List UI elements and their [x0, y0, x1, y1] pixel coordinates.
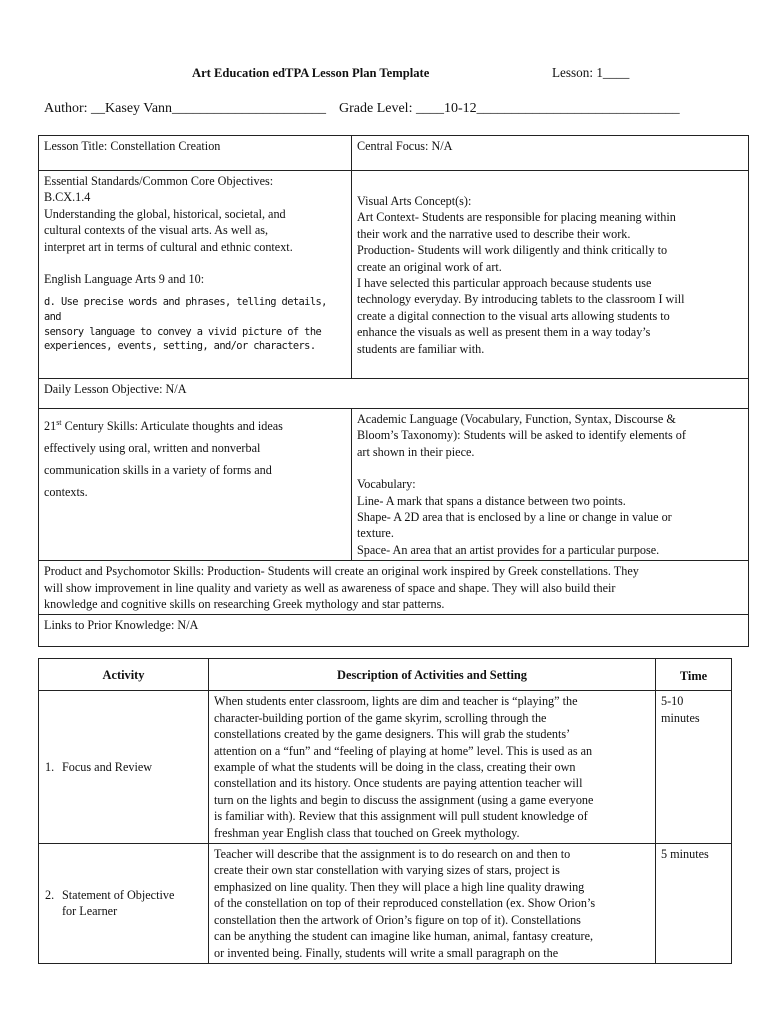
description-cell: [209, 691, 656, 844]
vocabulary-line: texture.: [357, 526, 394, 541]
daily-objective: Daily Lesson Objective: N/A: [44, 382, 187, 396]
visual-arts-heading: Visual Arts Concept(s):: [357, 194, 472, 208]
document-title: Art Education edTPA Lesson Plan Template: [192, 66, 430, 80]
lesson-number: Lesson: 1____: [552, 65, 630, 80]
century-skills-line: communication skills in a variety of forms and: [44, 463, 272, 477]
description-line: attention on a “fun” and “feeling of playing at home” level. This is used as an: [214, 743, 593, 758]
visual-arts-cell: [352, 171, 749, 379]
century-skills-line: effectively using oral, written and nonverbal: [44, 441, 261, 455]
prior-knowledge: Links to Prior Knowledge: N/A: [44, 618, 199, 633]
visual-arts-line: I have selected this particular approach because students use: [357, 276, 652, 291]
activity-number: 1.: [45, 760, 55, 775]
century-skills-cell: [39, 409, 352, 561]
visual-arts-line: Production- Students will work diligently and think critically to: [357, 243, 668, 258]
description-line: Teacher will describe that the assignment is to do research on and then to: [214, 847, 571, 862]
central-focus-cell: [352, 136, 749, 171]
activity-cell: [39, 844, 209, 964]
standards-line: Understanding the global, historical, societal, and: [44, 206, 286, 221]
activity-label: Focus and Review: [62, 760, 153, 775]
activity-cell: [39, 691, 209, 844]
standards-heading: Essential Standards/Common Core Objectives:: [44, 174, 274, 188]
description-line: of the constellation on top of their reproduced constellation (ex. Show Orion’s: [214, 896, 596, 911]
time-value: minutes: [661, 710, 700, 725]
century-skills-first: 21st Century Skills: Articulate thoughts and ideas: [44, 417, 283, 433]
time-header: Time: [656, 659, 732, 691]
time-cell: [656, 844, 732, 964]
description-line: constellation then the artwork of Orion’s figure on top of it). Constellations: [214, 912, 581, 927]
activity-header: Activity: [39, 659, 209, 691]
product-skills-line: knowledge and cognitive skills on researching Greek mythology and star patterns.: [44, 597, 445, 612]
visual-arts-line: students are familiar with.: [357, 341, 485, 356]
academic-language-line: art shown in their piece.: [357, 444, 475, 459]
vocabulary-line: Space- An area that an artist provides for a particular purpose.: [357, 542, 660, 557]
description-line: freshman year English class that touched on Greek mythology.: [214, 825, 520, 840]
visual-arts-line: enhance the visuals as well as present them in a way today’s: [357, 325, 651, 340]
visual-arts-line: technology everyday. By introducing tablets to the classroom I will: [357, 292, 685, 307]
description-line: can be anything the student can imagine like human, animal, fantasy creature,: [214, 929, 594, 944]
lesson-title: Lesson Title: Constellation Creation: [44, 139, 221, 153]
grade-level-field: Grade Level: ____10-12_____________________________: [339, 101, 680, 116]
central-focus: Central Focus: N/A: [357, 139, 453, 153]
standards-line: cultural contexts of the visual arts. As well as,: [44, 223, 269, 238]
description-line: When students enter classroom, lights are dim and teacher is “playing” the: [214, 694, 578, 709]
lesson-title-cell: [39, 136, 352, 171]
ela-line: experiences, events, setting, and/or characters.: [44, 340, 316, 353]
time-value: 5-10: [661, 694, 684, 709]
activities-table: [38, 658, 732, 964]
product-skills-line: will show improvement in line quality and variety as well as awareness of space and shape. They will also build their: [44, 580, 616, 595]
ela-heading: English Language Arts 9 and 10:: [44, 272, 205, 287]
lesson-plan-table: [38, 135, 749, 647]
description-line: create their own star constellation with varying sizes of stars, project is: [214, 863, 560, 878]
product-skills-line: Product and Psychomotor Skills: Production- Students will create an original work inspired by Greek constellations. They: [44, 564, 639, 579]
academic-language-cell: [352, 409, 749, 561]
vocabulary-line: Shape- A 2D area that is enclosed by a line or change in value or: [357, 510, 672, 525]
description-line: or invented being. Finally, students will write a small paragraph on the: [214, 945, 559, 960]
product-skills-cell: [39, 561, 749, 615]
activity-label: Statement of Objective: [62, 888, 175, 903]
visual-arts-line: their work and the narrative used to describe their work.: [357, 226, 631, 241]
description-line: constellation and its history. Once students are paying attention teacher will: [214, 776, 583, 791]
visual-arts-line: create an original work of art.: [357, 259, 502, 274]
description-line: is familiar with). Review that this assignment will pull student knowledge of: [214, 809, 588, 824]
academic-language-line: Academic Language (Vocabulary, Function, Syntax, Discourse &: [357, 412, 676, 426]
academic-language-line: Bloom’s Taxonomy): Students will be asked to identify elements of: [357, 428, 686, 443]
description-line: constellations created by the game designers. This will grab the students’: [214, 727, 571, 742]
standards-cell: [39, 171, 352, 379]
time-value: 5 minutes: [661, 847, 709, 862]
table-row: [39, 691, 732, 844]
century-skills-line: contexts.: [44, 485, 88, 499]
standards-code: B.CX.1.4: [44, 190, 91, 205]
vocabulary-line: Line- A mark that spans a distance between two points.: [357, 493, 626, 508]
daily-objective-cell: [39, 379, 749, 409]
prior-knowledge-cell: [39, 615, 749, 647]
time-cell: [656, 691, 732, 844]
vocabulary-heading: Vocabulary:: [357, 477, 416, 492]
visual-arts-line: create a digital connection to the visual arts allowing students to: [357, 308, 670, 323]
ela-line: d. Use precise words and phrases, telling details, and: [44, 296, 327, 324]
visual-arts-line: Art Context- Students are responsible for placing meaning within: [357, 210, 676, 225]
description-line: turn on the lights and begin to discuss the assignment (using a game everyone: [214, 792, 594, 807]
description-cell: [209, 844, 656, 964]
ela-line: sensory language to convey a vivid picture of the: [44, 325, 322, 338]
description-line: example of what the students will be doing in the class, creating their own: [214, 760, 576, 775]
description-header: Description of Activities and Setting: [209, 659, 656, 691]
activity-label: for Learner: [62, 904, 118, 919]
table-row: [39, 844, 732, 964]
description-line: emphasized on line quality. Then they will place a high line quality drawing: [214, 879, 585, 894]
description-line: character-building portion of the game skyrim, scrolling through the: [214, 710, 547, 725]
author-field: Author: __Kasey Vann______________________: [44, 101, 327, 116]
activity-number: 2.: [45, 888, 55, 903]
standards-line: interpret art in terms of cultural and ethnic context.: [44, 239, 293, 254]
